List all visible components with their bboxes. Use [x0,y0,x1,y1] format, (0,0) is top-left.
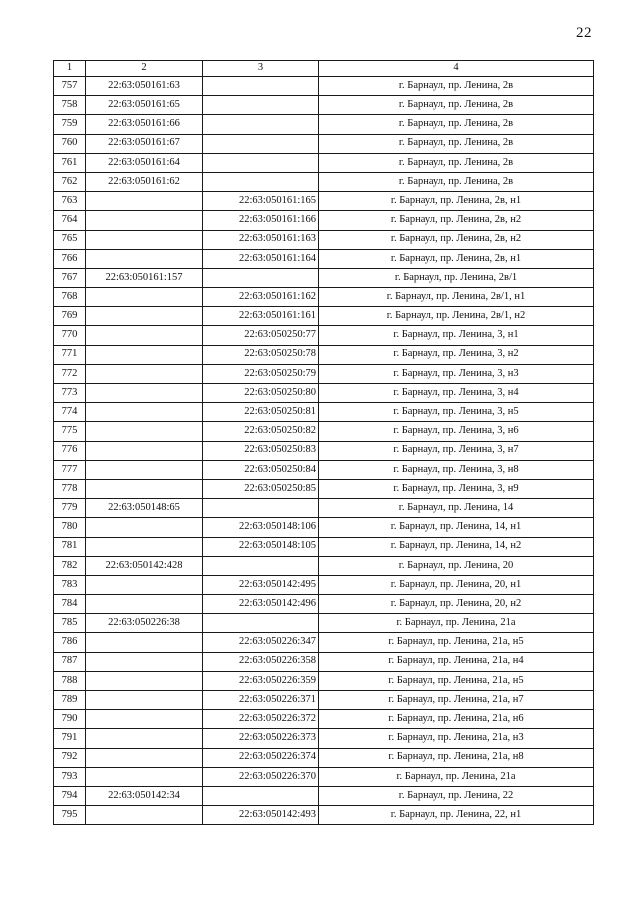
address-cell: г. Барнаул, пр. Ленина, 3, н7 [319,441,594,460]
address-cell: г. Барнаул, пр. Ленина, 2в [319,153,594,172]
table-row [54,633,594,652]
table-row [54,115,594,134]
address-cell: г. Барнаул, пр. Ленина, 3, н4 [319,384,594,403]
table-row [54,345,594,364]
address-cell: г. Барнаул, пр. Ленина, 22 [319,786,594,805]
row-number-cell: 785 [54,614,86,633]
column-header-4: 4 [319,61,594,77]
column-header-3: 3 [203,61,319,77]
address-cell: г. Барнаул, пр. Ленина, 2в, н2 [319,230,594,249]
address-cell: г. Барнаул, пр. Ленина, 21а, н8 [319,748,594,767]
parcel-number-cell [86,671,203,690]
address-cell: г. Барнаул, пр. Ленина, 3, н9 [319,479,594,498]
unit-number-cell: 22:63:050148:105 [203,537,319,556]
address-cell: г. Барнаул, пр. Ленина, 21а, н4 [319,652,594,671]
unit-number-cell: 22:63:050161:161 [203,307,319,326]
table-row [54,77,594,96]
address-cell: г. Барнаул, пр. Ленина, 2в [319,172,594,191]
row-number-cell: 793 [54,767,86,786]
parcel-number-cell [86,652,203,671]
parcel-number-cell [86,345,203,364]
table-row [54,134,594,153]
row-number-cell: 781 [54,537,86,556]
row-number-cell: 760 [54,134,86,153]
page-number: 22 [576,25,592,41]
unit-number-cell: 22:63:050142:496 [203,595,319,614]
row-number-cell: 759 [54,115,86,134]
unit-number-cell: 22:63:050161:163 [203,230,319,249]
parcel-number-cell [86,595,203,614]
table-row [54,307,594,326]
unit-number-cell: 22:63:050226:358 [203,652,319,671]
unit-number-cell: 22:63:050250:78 [203,345,319,364]
unit-number-cell [203,115,319,134]
unit-number-cell: 22:63:050226:359 [203,671,319,690]
unit-number-cell: 22:63:050250:79 [203,364,319,383]
parcel-number-cell [86,403,203,422]
unit-number-cell: 22:63:050250:80 [203,384,319,403]
table-row [54,230,594,249]
unit-number-cell [203,134,319,153]
row-number-cell: 762 [54,172,86,191]
row-number-cell: 795 [54,806,86,825]
address-cell: г. Барнаул, пр. Ленина, 22, н1 [319,806,594,825]
row-number-cell: 790 [54,710,86,729]
unit-number-cell: 22:63:050226:372 [203,710,319,729]
unit-number-cell: 22:63:050226:371 [203,691,319,710]
table-row [54,288,594,307]
table-row [54,806,594,825]
parcel-number-cell [86,691,203,710]
unit-number-cell: 22:63:050250:84 [203,460,319,479]
row-number-cell: 776 [54,441,86,460]
row-number-cell: 775 [54,422,86,441]
address-cell: г. Барнаул, пр. Ленина, 2в [319,115,594,134]
parcel-number-cell: 22:63:050161:62 [86,172,203,191]
unit-number-cell [203,556,319,575]
address-cell: г. Барнаул, пр. Ленина, 21а, н5 [319,671,594,690]
unit-number-cell [203,153,319,172]
row-number-cell: 763 [54,192,86,211]
unit-number-cell [203,96,319,115]
row-number-cell: 769 [54,307,86,326]
address-cell: г. Барнаул, пр. Ленина, 21а, н3 [319,729,594,748]
unit-number-cell: 22:63:050250:83 [203,441,319,460]
unit-number-cell: 22:63:050142:493 [203,806,319,825]
unit-number-cell: 22:63:050250:82 [203,422,319,441]
table-row [54,192,594,211]
parcel-number-cell: 22:63:050161:66 [86,115,203,134]
table-row [54,595,594,614]
table-row [54,441,594,460]
address-cell: г. Барнаул, пр. Ленина, 2в/1, н2 [319,307,594,326]
row-number-cell: 787 [54,652,86,671]
table-row [54,518,594,537]
parcel-number-cell [86,575,203,594]
address-cell: г. Барнаул, пр. Ленина, 20 [319,556,594,575]
address-cell: г. Барнаул, пр. Ленина, 21а, н7 [319,691,594,710]
parcel-number-cell [86,748,203,767]
address-cell: г. Барнаул, пр. Ленина, 3, н5 [319,403,594,422]
address-cell: г. Барнаул, пр. Ленина, 14, н2 [319,537,594,556]
unit-number-cell: 22:63:050161:162 [203,288,319,307]
unit-number-cell: 22:63:050226:374 [203,748,319,767]
parcel-number-cell: 22:63:050161:63 [86,77,203,96]
address-cell: г. Барнаул, пр. Ленина, 14, н1 [319,518,594,537]
table-row [54,537,594,556]
table-row [54,786,594,805]
unit-number-cell: 22:63:050161:165 [203,192,319,211]
row-number-cell: 772 [54,364,86,383]
table-body [54,77,594,825]
unit-number-cell: 22:63:050250:77 [203,326,319,345]
parcel-number-cell [86,729,203,748]
address-cell: г. Барнаул, пр. Ленина, 21а [319,767,594,786]
parcel-number-cell [86,364,203,383]
row-number-cell: 773 [54,384,86,403]
row-number-cell: 792 [54,748,86,767]
table-row [54,153,594,172]
table-header [54,61,594,77]
header-row [54,61,594,77]
unit-number-cell: 22:63:050161:164 [203,249,319,268]
parcel-number-cell: 22:63:050161:67 [86,134,203,153]
address-cell: г. Барнаул, пр. Ленина, 3, н3 [319,364,594,383]
row-number-cell: 761 [54,153,86,172]
address-cell: г. Барнаул, пр. Ленина, 20, н1 [319,575,594,594]
table-row [54,422,594,441]
parcel-number-cell: 22:63:050148:65 [86,499,203,518]
unit-number-cell: 22:63:050142:495 [203,575,319,594]
row-number-cell: 758 [54,96,86,115]
unit-number-cell: 22:63:050226:370 [203,767,319,786]
address-cell: г. Барнаул, пр. Ленина, 2в, н1 [319,249,594,268]
table-row [54,556,594,575]
parcel-number-cell [86,633,203,652]
unit-number-cell [203,786,319,805]
parcel-number-cell [86,288,203,307]
address-cell: г. Барнаул, пр. Ленина, 2в, н2 [319,211,594,230]
table-row [54,691,594,710]
row-number-cell: 783 [54,575,86,594]
row-number-cell: 765 [54,230,86,249]
table-row [54,652,594,671]
unit-number-cell: 22:63:050226:347 [203,633,319,652]
table-row [54,384,594,403]
address-cell: г. Барнаул, пр. Ленина, 2в/1, н1 [319,288,594,307]
row-number-cell: 784 [54,595,86,614]
parcel-number-cell [86,806,203,825]
unit-number-cell: 22:63:050250:81 [203,403,319,422]
row-number-cell: 768 [54,288,86,307]
row-number-cell: 770 [54,326,86,345]
table-row [54,96,594,115]
address-cell: г. Барнаул, пр. Ленина, 2в [319,77,594,96]
parcel-number-cell: 22:63:050142:34 [86,786,203,805]
unit-number-cell [203,499,319,518]
column-header-1: 1 [54,61,86,77]
table-row [54,748,594,767]
parcel-number-cell [86,384,203,403]
row-number-cell: 780 [54,518,86,537]
parcel-number-cell [86,307,203,326]
row-number-cell: 767 [54,268,86,287]
row-number-cell: 778 [54,479,86,498]
row-number-cell: 782 [54,556,86,575]
unit-number-cell [203,268,319,287]
parcel-number-cell [86,326,203,345]
table-row [54,326,594,345]
address-cell: г. Барнаул, пр. Ленина, 21а, н5 [319,633,594,652]
parcel-number-cell [86,230,203,249]
parcel-number-cell [86,518,203,537]
row-number-cell: 779 [54,499,86,518]
row-number-cell: 786 [54,633,86,652]
row-number-cell: 794 [54,786,86,805]
parcel-number-cell: 22:63:050161:157 [86,268,203,287]
table-row [54,403,594,422]
unit-number-cell: 22:63:050161:166 [203,211,319,230]
table-row [54,499,594,518]
row-number-cell: 789 [54,691,86,710]
row-number-cell: 788 [54,671,86,690]
table-row [54,671,594,690]
row-number-cell: 766 [54,249,86,268]
parcel-number-cell [86,767,203,786]
row-number-cell: 777 [54,460,86,479]
address-cell: г. Барнаул, пр. Ленина, 3, н2 [319,345,594,364]
parcel-number-cell [86,479,203,498]
parcel-number-cell [86,192,203,211]
parcel-number-cell: 22:63:050226:38 [86,614,203,633]
parcel-number-cell: 22:63:050142:428 [86,556,203,575]
parcel-number-cell [86,441,203,460]
table-row [54,729,594,748]
table-row [54,460,594,479]
unit-number-cell: 22:63:050226:373 [203,729,319,748]
address-cell: г. Барнаул, пр. Ленина, 14 [319,499,594,518]
address-cell: г. Барнаул, пр. Ленина, 21а, н6 [319,710,594,729]
row-number-cell: 791 [54,729,86,748]
unit-number-cell [203,614,319,633]
address-cell: г. Барнаул, пр. Ленина, 2в, н1 [319,192,594,211]
unit-number-cell [203,77,319,96]
table-row [54,364,594,383]
registry-table [53,60,594,825]
table-row [54,172,594,191]
address-cell: г. Барнаул, пр. Ленина, 2в [319,134,594,153]
parcel-number-cell: 22:63:050161:65 [86,96,203,115]
table-row [54,211,594,230]
unit-number-cell: 22:63:050250:85 [203,479,319,498]
unit-number-cell: 22:63:050148:106 [203,518,319,537]
unit-number-cell [203,172,319,191]
address-cell: г. Барнаул, пр. Ленина, 3, н1 [319,326,594,345]
address-cell: г. Барнаул, пр. Ленина, 3, н6 [319,422,594,441]
table-row [54,479,594,498]
table-row [54,614,594,633]
row-number-cell: 774 [54,403,86,422]
column-header-2: 2 [86,61,203,77]
address-cell: г. Барнаул, пр. Ленина, 21а [319,614,594,633]
row-number-cell: 764 [54,211,86,230]
parcel-number-cell [86,211,203,230]
parcel-number-cell: 22:63:050161:64 [86,153,203,172]
row-number-cell: 771 [54,345,86,364]
table-row [54,710,594,729]
address-cell: г. Барнаул, пр. Ленина, 3, н8 [319,460,594,479]
parcel-number-cell [86,460,203,479]
table-row [54,249,594,268]
address-cell: г. Барнаул, пр. Ленина, 20, н2 [319,595,594,614]
address-cell: г. Барнаул, пр. Ленина, 2в [319,96,594,115]
parcel-number-cell [86,422,203,441]
address-cell: г. Барнаул, пр. Ленина, 2в/1 [319,268,594,287]
row-number-cell: 757 [54,77,86,96]
table-row [54,767,594,786]
parcel-number-cell [86,537,203,556]
parcel-number-cell [86,710,203,729]
parcel-number-cell [86,249,203,268]
table-row [54,268,594,287]
table-row [54,575,594,594]
